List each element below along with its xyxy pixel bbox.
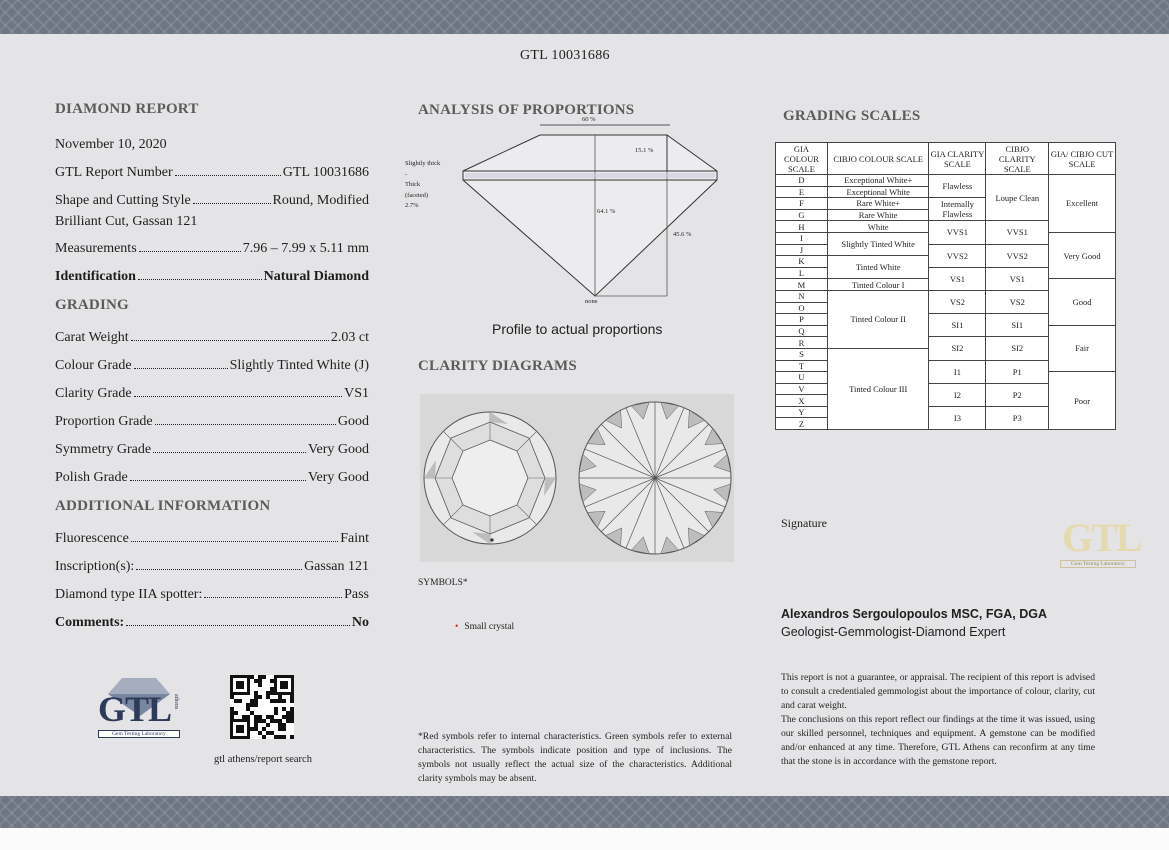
- gia-colour-cell: J: [776, 244, 828, 256]
- gtl-logo-text: GTL: [98, 689, 172, 729]
- additional-row: [55, 587, 369, 603]
- grading-row: [55, 330, 369, 346]
- gia-clarity-cell: I3: [929, 406, 986, 429]
- additional-row: [55, 615, 369, 631]
- small-crystal-icon: •: [455, 622, 459, 632]
- identification-label: Identification: [55, 269, 136, 284]
- grading-scales-table: [775, 142, 1116, 430]
- cut-grade-cell: Good: [1049, 279, 1116, 325]
- grading-value: Slightly Tinted White (J): [229, 358, 369, 373]
- gtl-logo-side-text: athens: [173, 694, 179, 710]
- gia-clarity-cell: VVS2: [929, 244, 986, 267]
- grading-value: Very Good: [307, 442, 369, 457]
- cibjo-clarity-cell: VS2: [986, 290, 1049, 313]
- gia-colour-cell: Y: [776, 406, 828, 418]
- additional-label: Comments:: [55, 615, 125, 630]
- grading-title: GRADING: [55, 297, 129, 313]
- grading-label: Symmetry Grade: [55, 442, 152, 457]
- gia-colour-cell: P: [776, 314, 828, 326]
- disclaimer-paragraph-1: This report is not a guarantee, or appraisal. The recipient of this report is advised to consult a credentialed gemmologist about the importance of colour, clarity, cut and carat weight.: [781, 672, 1095, 711]
- grading-label: Proportion Grade: [55, 414, 153, 429]
- gia-colour-cell: D: [776, 175, 828, 187]
- gtl-stamp-caption: Gem Testing Laboratory: [1060, 560, 1136, 568]
- shape-label: Shape and Cutting Style: [55, 193, 191, 208]
- scale-header: GIA/ CIBJO CUT SCALE: [1049, 143, 1116, 175]
- qr-code[interactable]: [230, 675, 294, 739]
- pavilion-view-diagram: [579, 402, 731, 554]
- gia-colour-cell: F: [776, 198, 828, 210]
- grading-row: [55, 358, 369, 374]
- gia-colour-cell: U: [776, 372, 828, 384]
- qr-caption: gtl athens/report search: [214, 754, 312, 765]
- crown-percentage: 15.1 %: [635, 147, 654, 154]
- small-crystal-label: Small crystal: [464, 622, 515, 632]
- expert-title: Geologist-Gemmologist-Diamond Expert: [781, 625, 1006, 639]
- grading-row: [55, 470, 369, 486]
- cibjo-clarity-cell: SI1: [986, 314, 1049, 337]
- report-number-row: [55, 165, 369, 181]
- cut-grade-cell: Very Good: [1049, 232, 1116, 278]
- gia-colour-cell: T: [776, 360, 828, 372]
- gia-clarity-cell: SI2: [929, 337, 986, 360]
- girdle-line: Slightly thick: [405, 160, 441, 167]
- additional-info-title: ADDITIONAL INFORMATION: [55, 498, 271, 514]
- cibjo-clarity-cell: SI2: [986, 337, 1049, 360]
- clarity-diagram-panel: [420, 394, 734, 562]
- cibjo-colour-cell: Tinted Colour I: [827, 279, 929, 291]
- pavilion-percentage: 45.6 %: [673, 231, 692, 238]
- gia-clarity-cell: I2: [929, 383, 986, 406]
- scale-header: GIA CLARITY SCALE: [929, 143, 986, 175]
- gia-colour-cell: K: [776, 256, 828, 268]
- additional-label: Inscription(s):: [55, 559, 135, 574]
- top-decorative-band: [0, 0, 1169, 34]
- additional-row: [55, 531, 369, 547]
- symbol-legend-item: [455, 622, 514, 632]
- grading-scales-title: GRADING SCALES: [783, 108, 921, 124]
- gtl-stamp-text: GTL: [1062, 515, 1141, 560]
- culet-label: none: [585, 298, 598, 305]
- disclaimer: [781, 671, 1095, 769]
- gia-clarity-cell: VS2: [929, 290, 986, 313]
- gia-clarity-cell: VS1: [929, 267, 986, 290]
- grading-row: [55, 386, 369, 402]
- gia-colour-cell: O: [776, 302, 828, 314]
- shape-value-line2: Brilliant Cut, Gassan 121: [55, 214, 198, 229]
- additional-value: No: [351, 615, 369, 630]
- gia-colour-cell: M: [776, 279, 828, 291]
- measurements-value: 7.96 – 7.99 x 5.11 mm: [242, 241, 369, 256]
- girdle-line: 2.7%: [405, 202, 419, 209]
- gia-colour-cell: L: [776, 267, 828, 279]
- cibjo-clarity-cell: P3: [986, 406, 1049, 429]
- cibjo-clarity-cell: VS1: [986, 267, 1049, 290]
- bottom-decorative-band: [0, 796, 1169, 828]
- girdle-line: Thick: [405, 181, 421, 188]
- additional-row: [55, 559, 369, 575]
- expert-name: Alexandros Sergoulopoulos MSC, FGA, DGA: [781, 607, 1047, 621]
- gia-colour-cell: E: [776, 186, 828, 198]
- grading-value: VS1: [344, 386, 369, 401]
- grading-value: 2.03 ct: [330, 330, 369, 345]
- gia-colour-cell: G: [776, 209, 828, 221]
- cut-grade-cell: Poor: [1049, 372, 1116, 430]
- crown-view-diagram: [424, 412, 556, 544]
- cibjo-colour-cell: Slightly Tinted White: [827, 232, 929, 255]
- grading-label: Carat Weight: [55, 330, 129, 345]
- gia-clarity-cell: Flawless: [929, 175, 986, 198]
- cibjo-colour-cell: Exceptional White+: [827, 175, 929, 187]
- measurements-row: [55, 241, 369, 257]
- measurements-label: Measurements: [55, 241, 137, 256]
- diamond-report-title: DIAMOND REPORT: [55, 101, 199, 117]
- grading-row: [55, 414, 369, 430]
- gtl-logo: [98, 672, 182, 742]
- gia-clarity-cell: Internally Flawless: [929, 198, 986, 221]
- grading-value: Good: [337, 414, 369, 429]
- gia-clarity-cell: I1: [929, 360, 986, 383]
- shape-value: Round, Modified: [272, 193, 369, 208]
- gia-colour-cell: I: [776, 232, 828, 244]
- profile-caption: Profile to actual proportions: [492, 321, 663, 337]
- report-number-value: GTL 10031686: [282, 165, 369, 180]
- cut-grade-cell: Fair: [1049, 325, 1116, 371]
- analysis-title: ANALYSIS OF PROPORTIONS: [418, 102, 635, 118]
- grading-row: [55, 442, 369, 458]
- cibjo-colour-cell: Tinted White: [827, 256, 929, 279]
- gia-colour-cell: X: [776, 395, 828, 407]
- cibjo-clarity-cell: Loupe Clean: [986, 175, 1049, 221]
- gia-colour-cell: Q: [776, 325, 828, 337]
- identification-row: [55, 269, 369, 285]
- clarity-diagrams-title: CLARITY DIAGRAMS: [418, 358, 577, 374]
- signature-label: Signature: [781, 516, 827, 530]
- depth-percentage: 64.1 %: [597, 208, 616, 215]
- cibjo-colour-cell: Rare White: [827, 209, 929, 221]
- cut-grade-cell: Excellent: [1049, 175, 1116, 233]
- additional-label: Diamond type IIA spotter:: [55, 587, 203, 602]
- cibjo-clarity-cell: P1: [986, 360, 1049, 383]
- report-number-label: GTL Report Number: [55, 165, 173, 180]
- girdle-line: (faceted): [405, 191, 429, 199]
- gia-colour-cell: R: [776, 337, 828, 349]
- clarity-footnote: *Red symbols refer to internal characteristics. Green symbols refer to external characteristics. The symbols indicate position and type of inclusions. The symbols not usually reflect the actual size of the characteristics. Additional clarity symbols may be absent.: [418, 731, 732, 784]
- report-id-header: GTL 10031686: [520, 48, 610, 63]
- gia-colour-cell: H: [776, 221, 828, 233]
- proportion-diagram: [405, 116, 725, 306]
- identification-value: Natural Diamond: [263, 269, 369, 284]
- symbols-label: SYMBOLS*: [418, 578, 468, 588]
- shape-row: [55, 193, 369, 209]
- additional-label: Fluorescence: [55, 531, 129, 546]
- cibjo-clarity-cell: VVS1: [986, 221, 1049, 244]
- grading-label: Clarity Grade: [55, 386, 132, 401]
- scale-header: CIBJO COLOUR SCALE: [827, 143, 929, 175]
- report-date: November 10, 2020: [55, 137, 167, 152]
- grading-label: Colour Grade: [55, 358, 132, 373]
- gia-colour-cell: N: [776, 290, 828, 302]
- cibjo-colour-cell: Tinted Colour III: [827, 348, 929, 429]
- table-row: [776, 175, 1116, 187]
- additional-value: Faint: [340, 531, 369, 546]
- girdle-line: -: [405, 170, 408, 178]
- scale-header: CIBJO CLARITY SCALE: [986, 143, 1049, 175]
- gia-colour-cell: S: [776, 348, 828, 360]
- gtl-logo-caption: Gem Testing Laboratory: [98, 730, 180, 738]
- cibjo-colour-cell: Tinted Colour II: [827, 290, 929, 348]
- additional-value: Gassan 121: [304, 559, 369, 574]
- gia-clarity-cell: SI1: [929, 314, 986, 337]
- disclaimer-paragraph-2: The conclusions on this report reflect our findings at the time it was issued, using our skilled personnel, techniques and equipment. A gemstone can be modified and/or enhanced at any time. Therefore, GTL Athens can reconfirm at any time that the stone is in accordance with the gemstone report.: [781, 714, 1095, 767]
- cibjo-colour-cell: Exceptional White: [827, 186, 929, 198]
- cibjo-colour-cell: Rare White+: [827, 198, 929, 210]
- gia-colour-cell: Z: [776, 418, 828, 430]
- scan-margin: [0, 828, 1169, 850]
- scale-header: GIA COLOUR SCALE: [776, 143, 828, 175]
- table-percentage: 60 %: [582, 116, 596, 123]
- grading-value: Very Good: [307, 470, 369, 485]
- grading-label: Polish Grade: [55, 470, 128, 485]
- gtl-stamp: [1058, 508, 1141, 572]
- gia-colour-cell: V: [776, 383, 828, 395]
- girdle-description: [405, 159, 440, 212]
- cibjo-colour-cell: White: [827, 221, 929, 233]
- cibjo-clarity-cell: VVS2: [986, 244, 1049, 267]
- additional-value: Pass: [344, 587, 369, 602]
- cibjo-clarity-cell: P2: [986, 383, 1049, 406]
- gia-clarity-cell: VVS1: [929, 221, 986, 244]
